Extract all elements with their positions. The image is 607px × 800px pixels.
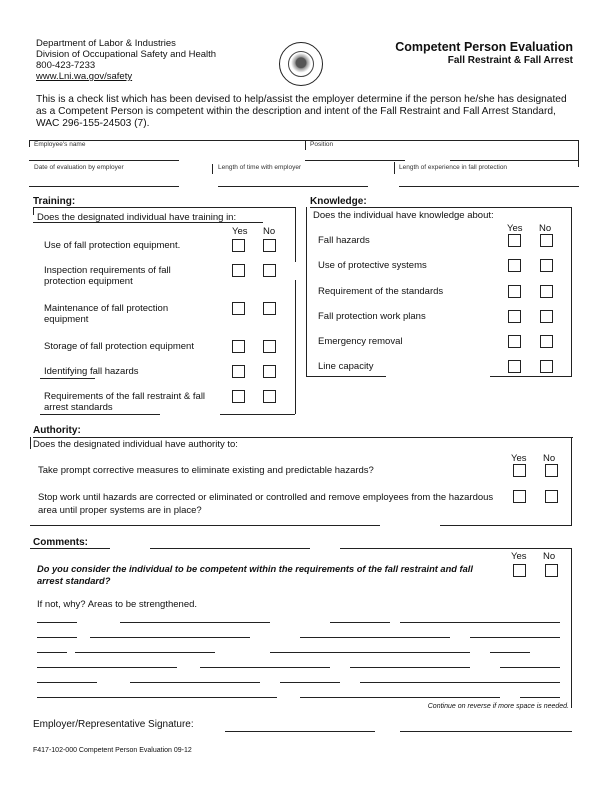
authority-item-0-no-checkbox[interactable] (545, 464, 558, 477)
knowledge-item-label: Fall protection work plans (318, 311, 426, 322)
phone-number: 800-423-7233 (36, 60, 96, 71)
knowledge-item-label: Emergency removal (318, 336, 403, 347)
position-label: Position (310, 141, 334, 148)
training-item-3-no-checkbox[interactable] (263, 340, 276, 353)
form-subtitle: Fall Restraint & Fall Arrest (447, 55, 573, 66)
competency-question: Do you consider the individual to be competent within the requirements of the fall restraint and fall arrest standard? (37, 564, 473, 586)
knowledge-question: Does the individual have knowledge about: (313, 210, 494, 221)
training-item-4-no-checkbox[interactable] (263, 365, 276, 378)
authority-item-1-no-checkbox[interactable] (545, 490, 558, 503)
division-name: Division of Occupational Safety and Health (36, 49, 217, 60)
knowledge-item-4-yes-checkbox[interactable] (508, 335, 521, 348)
knowledge-item-3-no-checkbox[interactable] (540, 310, 553, 323)
knowledge-heading: Knowledge: (310, 196, 367, 207)
training-item-3-yes-checkbox[interactable] (232, 340, 245, 353)
training-item-label: Storage of fall protection equipment (44, 341, 194, 352)
length-experience-label: Length of experience in fall protection (399, 164, 508, 171)
authority-heading: Authority: (33, 425, 81, 436)
knowledge-item-label: Line capacity (318, 361, 374, 372)
training-item-0-yes-checkbox[interactable] (232, 239, 245, 252)
state-seal-icon (279, 42, 323, 86)
signature-label: Employer/Representative Signature: (33, 719, 194, 730)
knowledge-item-label: Use of protective systems (318, 260, 427, 271)
knowledge-item-label: Fall hazards (318, 235, 370, 246)
position-field[interactable] (305, 140, 575, 160)
length-time-label: Length of time with employer (218, 164, 302, 171)
training-item-4-yes-checkbox[interactable] (232, 365, 245, 378)
employee-name-label: Employee's name (34, 141, 86, 148)
training-item-2-yes-checkbox[interactable] (232, 302, 245, 315)
comments-no-header: No (543, 551, 556, 562)
length-time-field[interactable] (214, 170, 392, 188)
knowledge-yes-header: Yes (507, 223, 523, 234)
training-heading: Training: (33, 196, 76, 207)
knowledge-item-3-yes-checkbox[interactable] (508, 310, 521, 323)
competency-yes-checkbox[interactable] (513, 564, 526, 577)
comments-yes-header: Yes (511, 551, 527, 562)
training-item-0-no-checkbox[interactable] (263, 239, 276, 252)
knowledge-item-1-yes-checkbox[interactable] (508, 259, 521, 272)
training-item-1-yes-checkbox[interactable] (232, 264, 245, 277)
comments-heading: Comments: (33, 537, 89, 548)
training-item-label: Inspection requirements of fall protection equipment (44, 265, 171, 287)
authority-item-label: Take prompt corrective measures to eliminate existing and predictable hazards? (38, 465, 374, 476)
knowledge-item-0-no-checkbox[interactable] (540, 234, 553, 247)
authority-no-header: No (543, 453, 556, 464)
authority-question: Does the designated individual have authority to: (33, 439, 238, 450)
training-no-header: No (263, 226, 276, 237)
authority-item-0-yes-checkbox[interactable] (513, 464, 526, 477)
training-item-1-no-checkbox[interactable] (263, 264, 276, 277)
form-footer: F417-102-000 Competent Person Evaluation 09-12 (33, 747, 192, 754)
length-experience-field[interactable] (396, 170, 576, 188)
form-title: Competent Person Evaluation (395, 40, 573, 54)
training-item-label: Use of fall protection equipment. (44, 240, 181, 251)
knowledge-no-header: No (539, 223, 552, 234)
training-question: Does the designated individual have training in: (37, 212, 237, 223)
training-item-5-no-checkbox[interactable] (263, 390, 276, 403)
signature-field[interactable] (225, 716, 572, 732)
training-item-5-yes-checkbox[interactable] (232, 390, 245, 403)
authority-item-label: Stop work until hazards are corrected or eliminated or controlled and remove employees from the hazardous area until proper systems are in place? (38, 492, 494, 516)
knowledge-item-2-no-checkbox[interactable] (540, 285, 553, 298)
comments-textarea[interactable] (36, 615, 566, 705)
knowledge-item-5-no-checkbox[interactable] (540, 360, 553, 373)
training-item-2-no-checkbox[interactable] (263, 302, 276, 315)
date-evaluation-label: Date of evaluation by employer (34, 164, 124, 171)
training-item-label: Requirements of the fall restraint & fall arrest standards (44, 391, 206, 413)
authority-yes-header: Yes (511, 453, 527, 464)
training-yes-header: Yes (232, 226, 248, 237)
knowledge-item-4-no-checkbox[interactable] (540, 335, 553, 348)
competency-no-checkbox[interactable] (545, 564, 558, 577)
intro-text: This is a check list which has been devised to help/assist the employer determine if the person he/she has designated as a Competent Person is competent within the description and intent of the Fall Restraint and Fall Arrest Standard, WAC 296-155-24503 (7). (36, 94, 567, 129)
knowledge-item-0-yes-checkbox[interactable] (508, 234, 521, 247)
training-item-label: Identifying fall hazards (44, 366, 139, 377)
if-not-label: If not, why? Areas to be strengthened. (37, 599, 198, 610)
knowledge-item-label: Requirement of the standards (318, 286, 444, 297)
training-item-label: Maintenance of fall protection equipment (44, 303, 169, 325)
knowledge-item-1-no-checkbox[interactable] (540, 259, 553, 272)
website-link[interactable]: www.Lni.wa.gov/safety (36, 71, 133, 82)
continue-note: Continue on reverse if more space is needed. (427, 703, 569, 710)
date-evaluation-field[interactable] (29, 170, 209, 188)
department-name: Department of Labor & Industries (36, 38, 176, 49)
knowledge-item-2-yes-checkbox[interactable] (508, 285, 521, 298)
authority-item-1-yes-checkbox[interactable] (513, 490, 526, 503)
knowledge-item-5-yes-checkbox[interactable] (508, 360, 521, 373)
